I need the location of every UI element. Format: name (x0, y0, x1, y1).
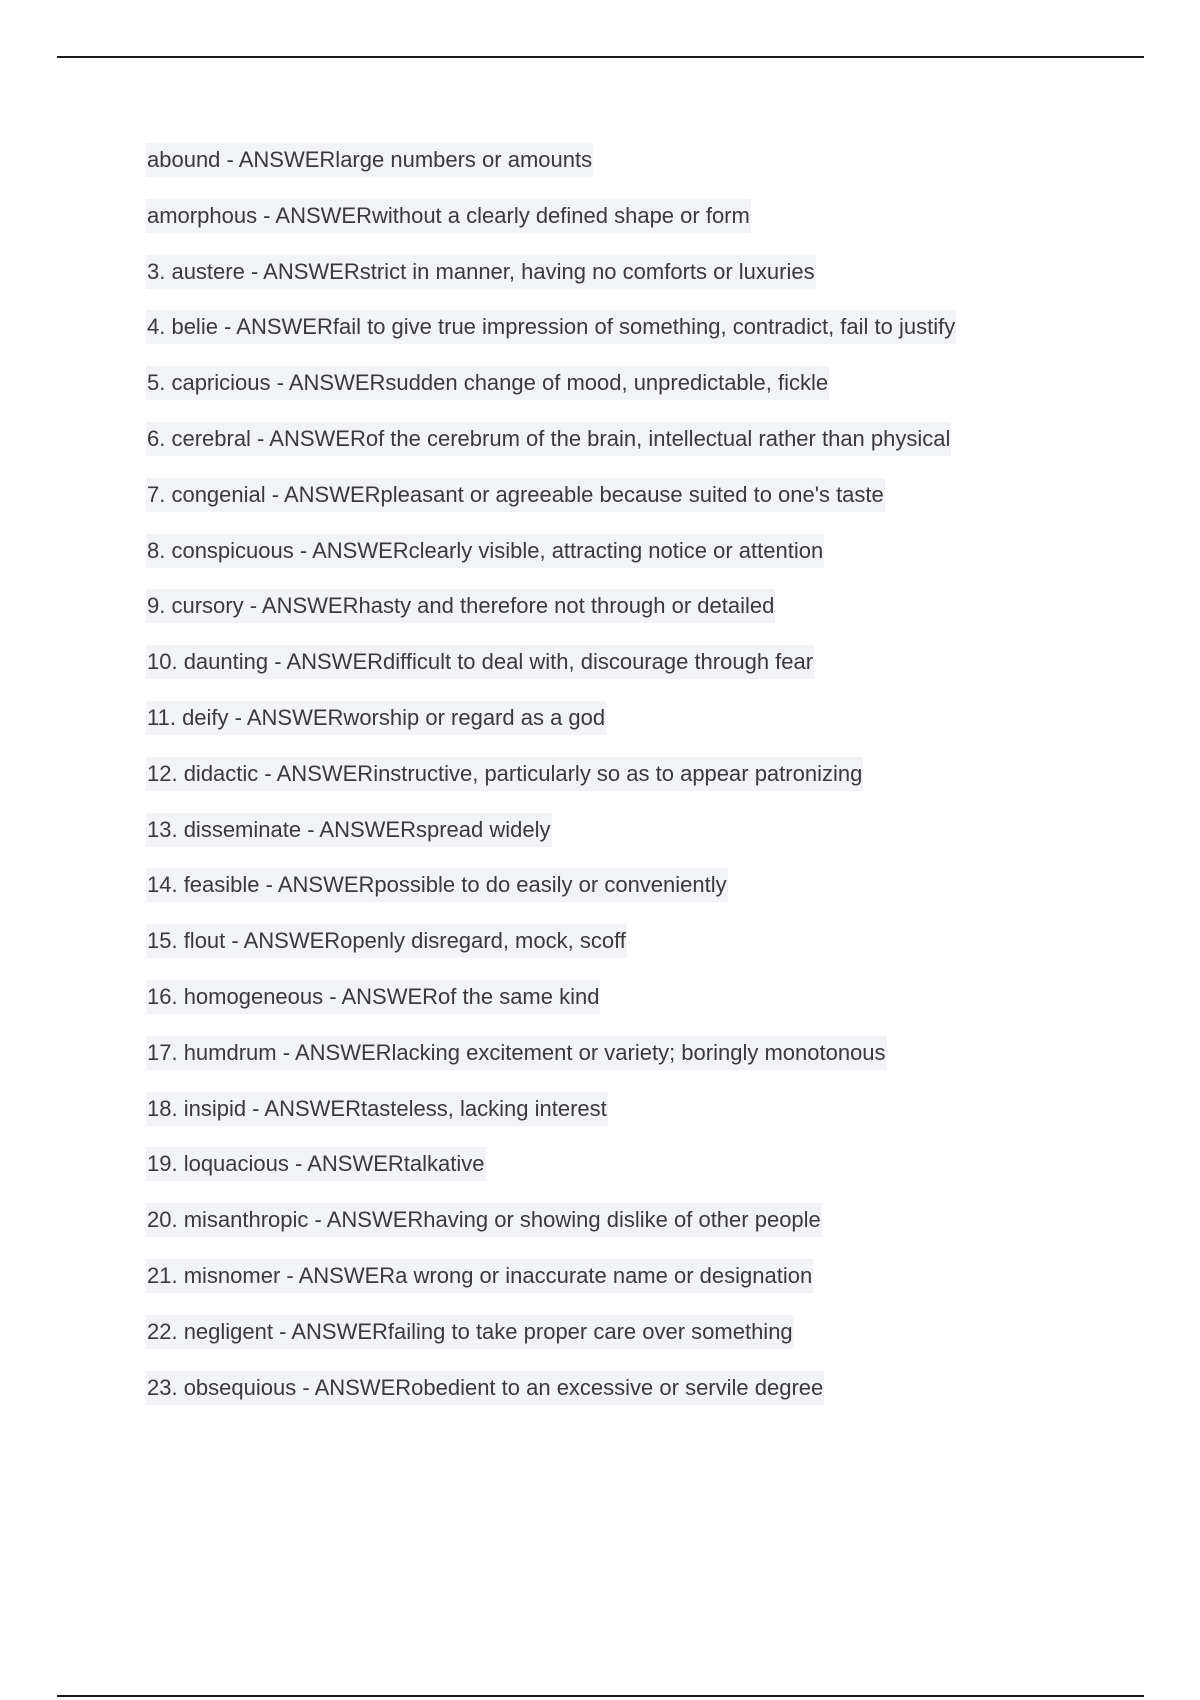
entry-text: 8. conspicuous - ANSWERclearly visible, attracting notice or attention (146, 534, 824, 568)
entry-text: 16. homogeneous - ANSWERof the same kind (146, 980, 600, 1014)
entry-text: 22. negligent - ANSWERfailing to take proper care over something (146, 1315, 794, 1349)
entry-text: 20. misanthropic - ANSWERhaving or showing dislike of other people (146, 1203, 822, 1237)
list-item (146, 420, 1146, 476)
entry-text: 12. didactic - ANSWERinstructive, particularly so as to appear patronizing (146, 757, 863, 791)
list-item (146, 1313, 1146, 1369)
list-item (146, 1257, 1146, 1313)
entry-text: 17. humdrum - ANSWERlacking excitement or variety; boringly monotonous (146, 1036, 887, 1070)
entry-text: 6. cerebral - ANSWERof the cerebrum of the brain, intellectual rather than physical (146, 422, 951, 456)
list-item (146, 1145, 1146, 1201)
list-item (146, 587, 1146, 643)
entry-text: abound - ANSWERlarge numbers or amounts (146, 143, 593, 177)
entry-text: 13. disseminate - ANSWERspread widely (146, 813, 552, 847)
entry-text: 21. misnomer - ANSWERa wrong or inaccurate name or designation (146, 1259, 813, 1293)
entry-text: amorphous - ANSWERwithout a clearly defined shape or form (146, 199, 751, 233)
bottom-rule (57, 1695, 1144, 1697)
entry-text: 7. congenial - ANSWERpleasant or agreeable because suited to one's taste (146, 478, 885, 512)
entry-text: 9. cursory - ANSWERhasty and therefore not through or detailed (146, 589, 775, 623)
entry-text: 5. capricious - ANSWERsudden change of mood, unpredictable, fickle (146, 366, 829, 400)
vocabulary-list (146, 141, 1146, 1424)
list-item (146, 1201, 1146, 1257)
list-item (146, 699, 1146, 755)
list-item (146, 811, 1146, 867)
entry-text: 15. flout - ANSWERopenly disregard, mock, scoff (146, 924, 627, 958)
entry-text: 4. belie - ANSWERfail to give true impression of something, contradict, fail to justify (146, 310, 956, 344)
list-item (146, 253, 1146, 309)
list-item (146, 1369, 1146, 1425)
list-item (146, 643, 1146, 699)
entry-text: 11. deify - ANSWERworship or regard as a god (146, 701, 606, 735)
list-item (146, 1090, 1146, 1146)
list-item (146, 197, 1146, 253)
list-item (146, 476, 1146, 532)
list-item (146, 922, 1146, 978)
top-rule (57, 56, 1144, 58)
list-item (146, 308, 1146, 364)
entry-text: 14. feasible - ANSWERpossible to do easily or conveniently (146, 868, 728, 902)
entry-text: 3. austere - ANSWERstrict in manner, having no comforts or luxuries (146, 255, 816, 289)
list-item (146, 532, 1146, 588)
entry-text: 19. loquacious - ANSWERtalkative (146, 1147, 486, 1181)
list-item (146, 364, 1146, 420)
entry-text: 18. insipid - ANSWERtasteless, lacking interest (146, 1092, 608, 1126)
entry-text: 23. obsequious - ANSWERobedient to an excessive or servile degree (146, 1371, 824, 1405)
list-item (146, 755, 1146, 811)
entry-text: 10. daunting - ANSWERdifficult to deal with, discourage through fear (146, 645, 814, 679)
list-item (146, 1034, 1146, 1090)
list-item (146, 866, 1146, 922)
list-item (146, 978, 1146, 1034)
list-item (146, 141, 1146, 197)
